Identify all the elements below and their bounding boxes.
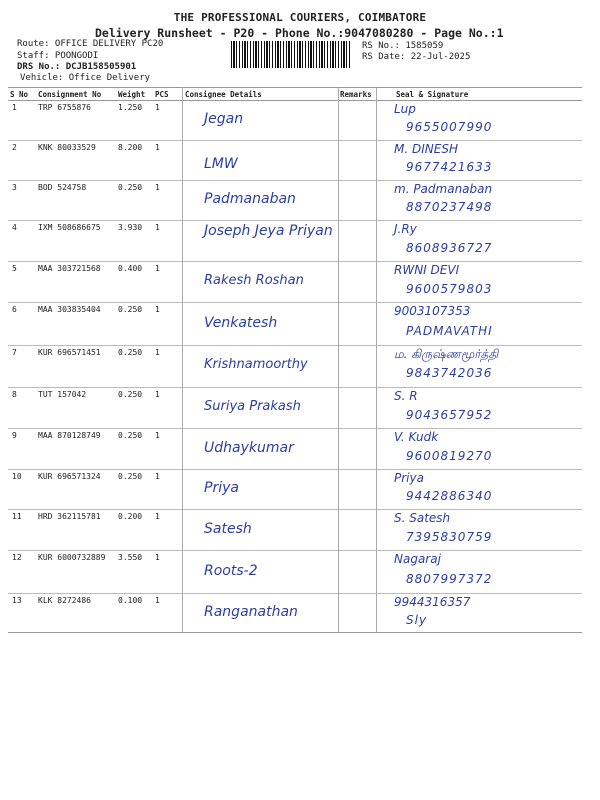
consignee-name: Udhaykumar: [204, 439, 294, 456]
signature-line-1: RWNI DEVI: [394, 263, 460, 277]
rs-date: RS Date: 22-Jul-2025: [362, 52, 471, 62]
pcs-value: 1: [155, 348, 160, 357]
drs-number: DRS No.: DCJB158505901: [17, 62, 137, 72]
table-row-sno: 13: [12, 596, 22, 605]
consignee-name: Venkatesh: [204, 314, 278, 331]
signature-line-2: 9655007990: [406, 120, 493, 134]
signature-line-2: PADMAVATHI: [406, 323, 493, 338]
signature-line-1: Nagaraj: [394, 552, 441, 566]
consignee-name: Padmanaban: [204, 191, 296, 207]
runsheet-subtitle: Delivery Runsheet - P20 - Phone No.:9047080280 - Page No.:1: [95, 26, 504, 40]
table-row-sno: 2: [12, 143, 17, 152]
row-divider: [8, 469, 582, 470]
signature-line-1: J.Ry: [394, 222, 417, 236]
column-header: Consignment No: [38, 90, 102, 99]
weight-value: 0.400: [118, 264, 143, 273]
weight-value: 1.250: [118, 103, 143, 112]
row-divider: [8, 220, 582, 221]
pcs-value: 1: [155, 512, 160, 521]
consignment-number: MAA 870128749: [38, 431, 101, 440]
pcs-value: 1: [155, 596, 160, 605]
row-divider: [8, 509, 582, 510]
consignment-number: TRP 6755876: [38, 103, 91, 112]
weight-value: 0.250: [118, 472, 143, 481]
pcs-value: 1: [155, 223, 160, 232]
signature-line-1: M. DINESH: [394, 142, 458, 156]
route-label: Route: OFFICE DELIVERY PC20: [17, 39, 164, 49]
table-row-sno: 3: [12, 183, 17, 192]
staff-label: Staff: POONGODI: [17, 51, 99, 61]
weight-value: 3.550: [118, 553, 143, 562]
consignment-number: MAA 303721568: [38, 264, 101, 273]
signature-line-2: 9843742036: [406, 366, 493, 380]
pcs-value: 1: [155, 553, 160, 562]
column-divider: [376, 87, 377, 632]
row-divider: [8, 302, 582, 303]
table-row-sno: 10: [12, 472, 22, 481]
weight-value: 3.930: [118, 223, 143, 232]
weight-value: 0.100: [118, 596, 143, 605]
weight-value: 0.250: [118, 390, 143, 399]
table-row-sno: 6: [12, 305, 17, 314]
consignee-name: Jegan: [204, 111, 244, 127]
table-row-sno: 4: [12, 223, 17, 232]
signature-line-2: 8870237498: [406, 200, 493, 214]
signature-line-1: m. Padmanaban: [394, 182, 493, 196]
column-header: Remarks: [340, 90, 372, 99]
consignment-number: BOD 524758: [38, 183, 87, 192]
consignee-name: Ranganathan: [204, 603, 298, 620]
pcs-value: 1: [155, 472, 160, 481]
weight-value: 0.200: [118, 512, 143, 521]
consignee-name: Priya: [204, 480, 239, 496]
row-divider: [8, 261, 582, 262]
table-row-sno: 11: [12, 512, 22, 521]
consignment-number: IXM 508686675: [38, 223, 101, 232]
column-divider: [338, 87, 339, 632]
signature-line-1: S. R: [394, 389, 418, 403]
row-divider: [8, 387, 582, 388]
table-row-sno: 12: [12, 553, 22, 562]
table-top-border: [8, 87, 582, 88]
column-header: PCS: [155, 90, 169, 99]
row-divider: [8, 180, 582, 181]
consignment-number: KLK 8272486: [38, 596, 91, 605]
table-row-sno: 9: [12, 431, 17, 440]
pcs-value: 1: [155, 183, 160, 192]
row-divider: [8, 550, 582, 551]
consignee-name: Krishnamoorthy: [204, 357, 308, 372]
consignment-number: KNK 80033529: [38, 143, 96, 152]
pcs-value: 1: [155, 143, 160, 152]
signature-line-2: 9442886340: [406, 489, 493, 503]
consignee-name: LMW: [204, 156, 238, 172]
signature-line-1: V. Kudk: [394, 430, 439, 444]
vehicle-label: Vehicle: Office Delivery: [20, 73, 151, 83]
column-divider: [182, 87, 183, 632]
consignee-name: Rakesh Roshan: [204, 272, 304, 288]
consignee-name: Satesh: [204, 520, 252, 537]
signature-line-1: Lup: [394, 102, 416, 116]
pcs-value: 1: [155, 103, 160, 112]
consignment-number: HRD 362115781: [38, 512, 101, 521]
signature-line-2: Sly: [406, 612, 428, 627]
company-title: THE PROFESSIONAL COURIERS, COIMBATORE: [173, 11, 427, 24]
table-row-sno: 7: [12, 348, 17, 357]
table-row-sno: 1: [12, 103, 17, 112]
consignee-name: Suriya Prakash: [204, 398, 301, 414]
header-divider: [8, 100, 582, 101]
weight-value: 0.250: [118, 305, 143, 314]
signature-line-2: 9677421633: [406, 160, 493, 174]
column-header: Consignee Details: [185, 90, 262, 99]
weight-value: 0.250: [118, 348, 143, 357]
table-row-sno: 5: [12, 264, 17, 273]
pcs-value: 1: [155, 305, 160, 314]
column-header: S No: [10, 90, 29, 99]
pcs-value: 1: [155, 431, 160, 440]
column-header: Seal & Signature: [396, 90, 469, 99]
consignee-name: Roots-2: [204, 562, 258, 579]
table-bottom-border: [8, 632, 582, 633]
rs-number: RS No.: 1585059: [362, 41, 444, 51]
signature-line-1: 9944316357: [394, 595, 471, 609]
consignment-number: KUR 696571451: [38, 348, 101, 357]
signature-line-2: 7395830759: [406, 529, 493, 544]
consignment-number: TUT 157042: [38, 390, 87, 399]
table-row-sno: 8: [12, 390, 17, 399]
row-divider: [8, 428, 582, 429]
signature-line-2: 8608936727: [406, 240, 493, 255]
row-divider: [8, 140, 582, 141]
consignment-number: MAA 303835404: [38, 305, 101, 314]
consignment-number: KUR 6000732889: [38, 553, 106, 562]
consignee-name: Joseph Jeya Priyan: [204, 223, 333, 239]
barcode: [231, 41, 351, 68]
signature-line-2: 8807997372: [406, 571, 493, 586]
column-header: Weight: [118, 90, 146, 99]
weight-value: 0.250: [118, 431, 143, 440]
pcs-value: 1: [155, 390, 160, 399]
signature-line-2: 9043657952: [406, 407, 493, 422]
signature-line-1: 9003107353: [394, 304, 471, 318]
signature-line-2: 9600579803: [406, 281, 493, 296]
signature-line-1: Priya: [394, 471, 424, 485]
pcs-value: 1: [155, 264, 160, 273]
consignment-number: KUR 696571324: [38, 472, 101, 481]
signature-line-1: S. Satesh: [394, 511, 451, 525]
row-divider: [8, 345, 582, 346]
weight-value: 8.200: [118, 143, 143, 152]
row-divider: [8, 593, 582, 594]
signature-line-1: ம. கிருஷ்ணமூர்த்தி: [394, 347, 499, 361]
signature-line-2: 9600819270: [406, 448, 493, 463]
weight-value: 0.250: [118, 183, 143, 192]
